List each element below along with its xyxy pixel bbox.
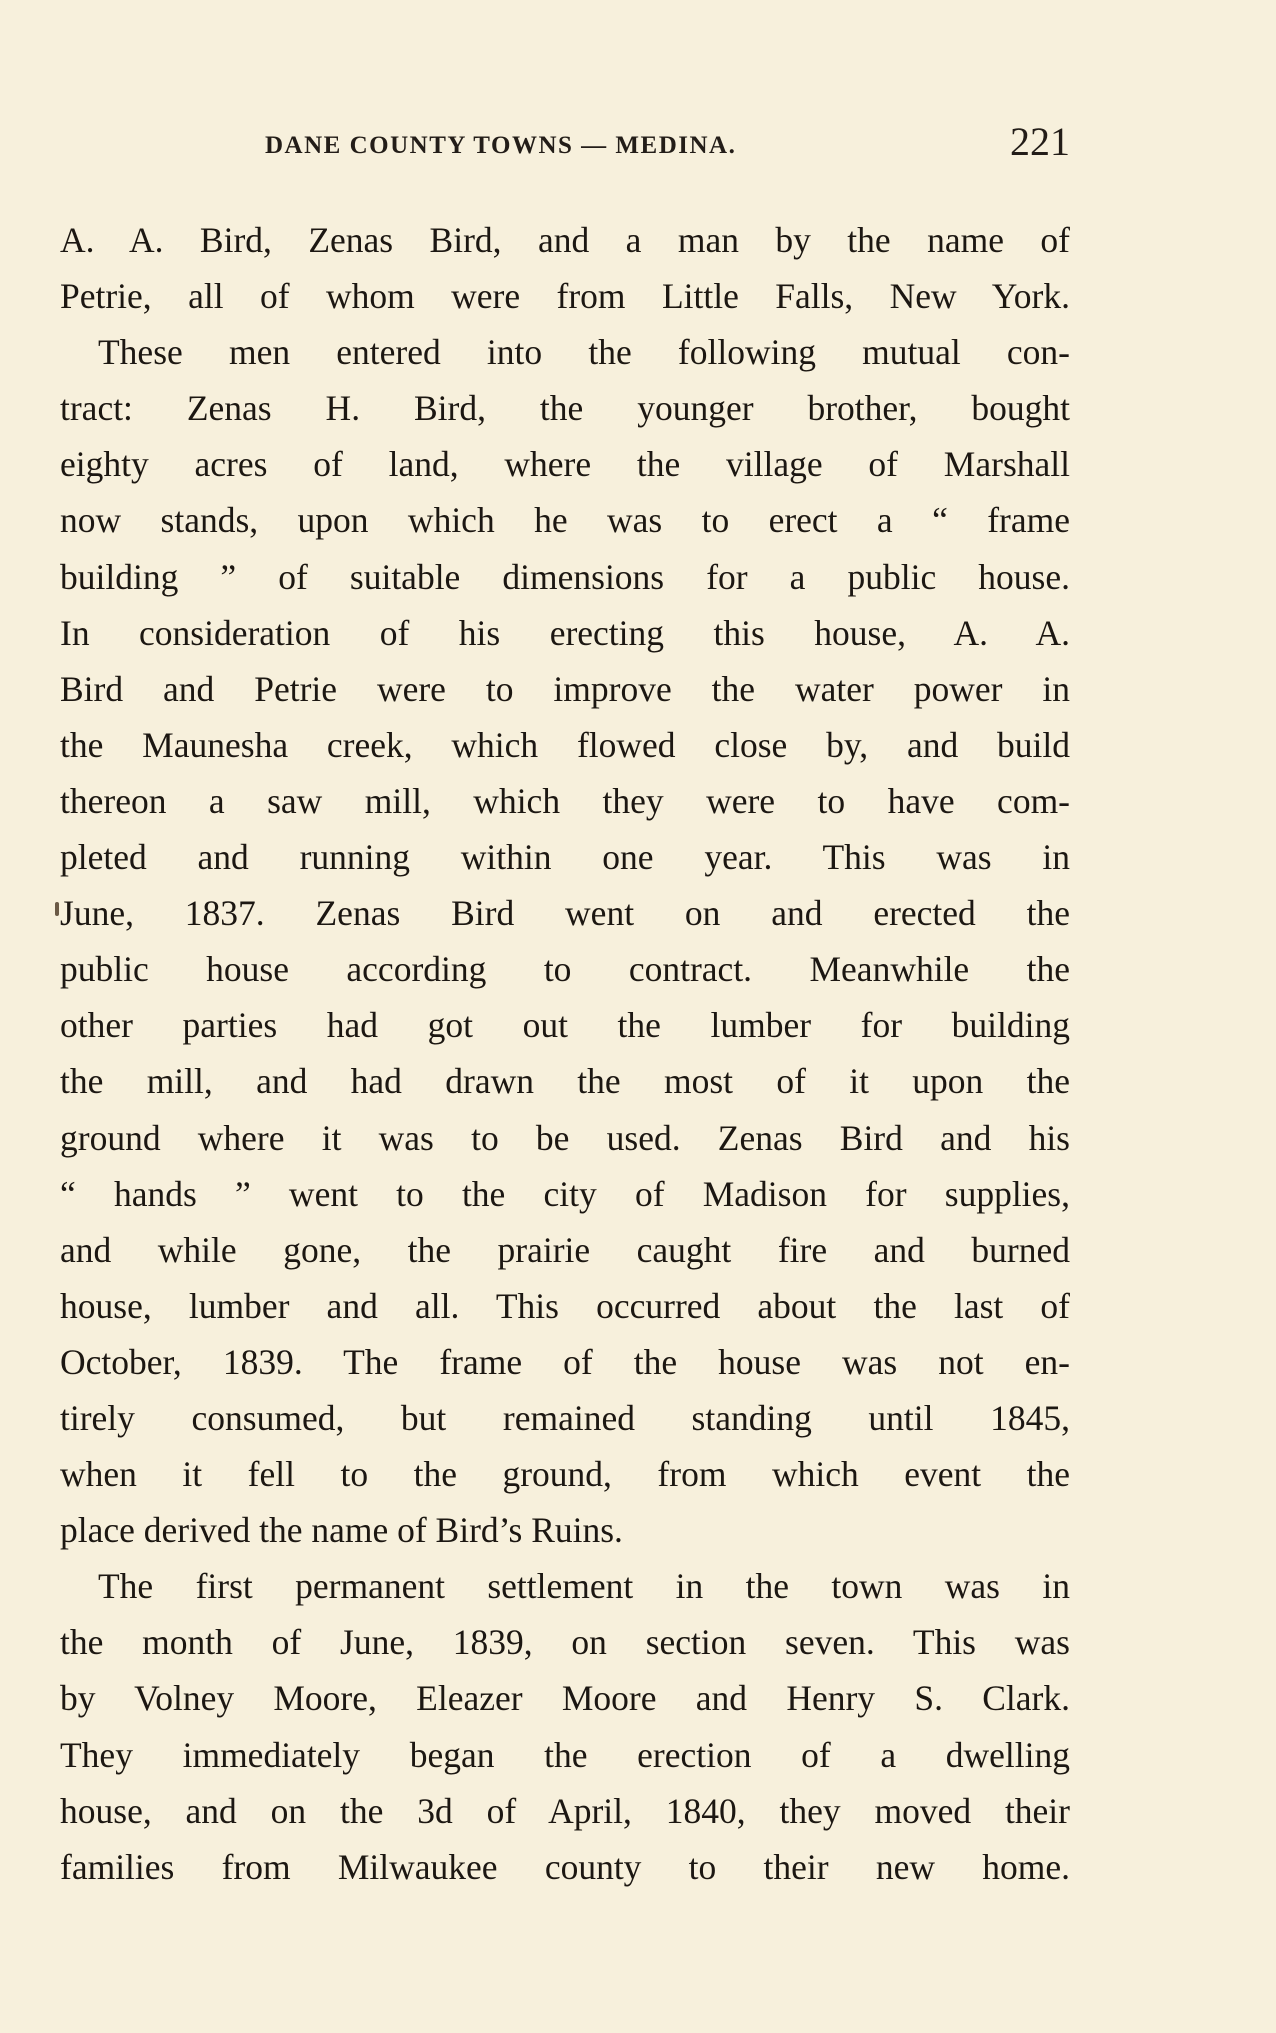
text-line: house, and on the 3d of April, 1840, they moved their (60, 1790, 1070, 1831)
text-line: Petrie, all of whom were from Little Falls, New York. (60, 276, 1070, 317)
text-line: eighty acres of land, where the village of Marshall (60, 444, 1070, 485)
text-line: thereon a saw mill, which they were to have com- (60, 780, 1070, 821)
text-line: families from Milwaukee county to their new home. (60, 1846, 1070, 1887)
text-line: They immediately began the erection of a dwelling (60, 1734, 1070, 1775)
text-line: now stands, upon which he was to erect a “ frame (60, 500, 1070, 541)
text-line: tract: Zenas H. Bird, the younger brother, bought (60, 388, 1070, 429)
text-line: the month of June, 1839, on section seven. This was (60, 1622, 1070, 1663)
text-line: These men entered into the following mutual con- (98, 332, 1070, 373)
text-line: public house according to contract. Meanwhile the (60, 949, 1070, 990)
body-text (60, 212, 1070, 1895)
text-line: ground where it was to be used. Zenas Bird and his (60, 1117, 1070, 1158)
text-line: tirely consumed, but remained standing until 1845, (60, 1397, 1070, 1438)
text-line: by Volney Moore, Eleazer Moore and Henry S. Clark. (60, 1678, 1070, 1719)
text-line: The first permanent settlement in the town was in (98, 1566, 1070, 1607)
page-number: 221 (1010, 119, 1070, 164)
text-line: In consideration of his erecting this house, A. A. (60, 612, 1070, 653)
text-line: house, lumber and all. This occurred about the last of (60, 1285, 1070, 1326)
text-line: pleted and running within one year. This was in (60, 837, 1070, 878)
running-title: DANE COUNTY TOWNS — MEDINA. (265, 132, 737, 159)
text-line: building ” of suitable dimensions for a public house. (60, 556, 1070, 597)
text-line: June, 1837. Zenas Bird went on and erected the (60, 893, 1070, 934)
running-head (60, 118, 1070, 178)
text-line: other parties had got out the lumber for building (60, 1005, 1070, 1046)
margin-mark (55, 902, 59, 916)
text-line: place derived the name of Bird’s Ruins. (60, 1510, 623, 1551)
text-line: when it fell to the ground, from which event the (60, 1454, 1070, 1495)
text-line: A. A. Bird, Zenas Bird, and a man by the name of (60, 220, 1070, 260)
text-line: October, 1839. The frame of the house was not en- (60, 1341, 1070, 1382)
text-line: the mill, and had drawn the most of it upon the (60, 1061, 1070, 1102)
text-line: and while gone, the prairie caught fire and burned (60, 1229, 1070, 1270)
text-line: the Maunesha creek, which flowed close by, and build (60, 724, 1070, 765)
text-line: Bird and Petrie were to improve the water power in (60, 668, 1070, 709)
text-line: “ hands ” went to the city of Madison for supplies, (60, 1173, 1070, 1214)
